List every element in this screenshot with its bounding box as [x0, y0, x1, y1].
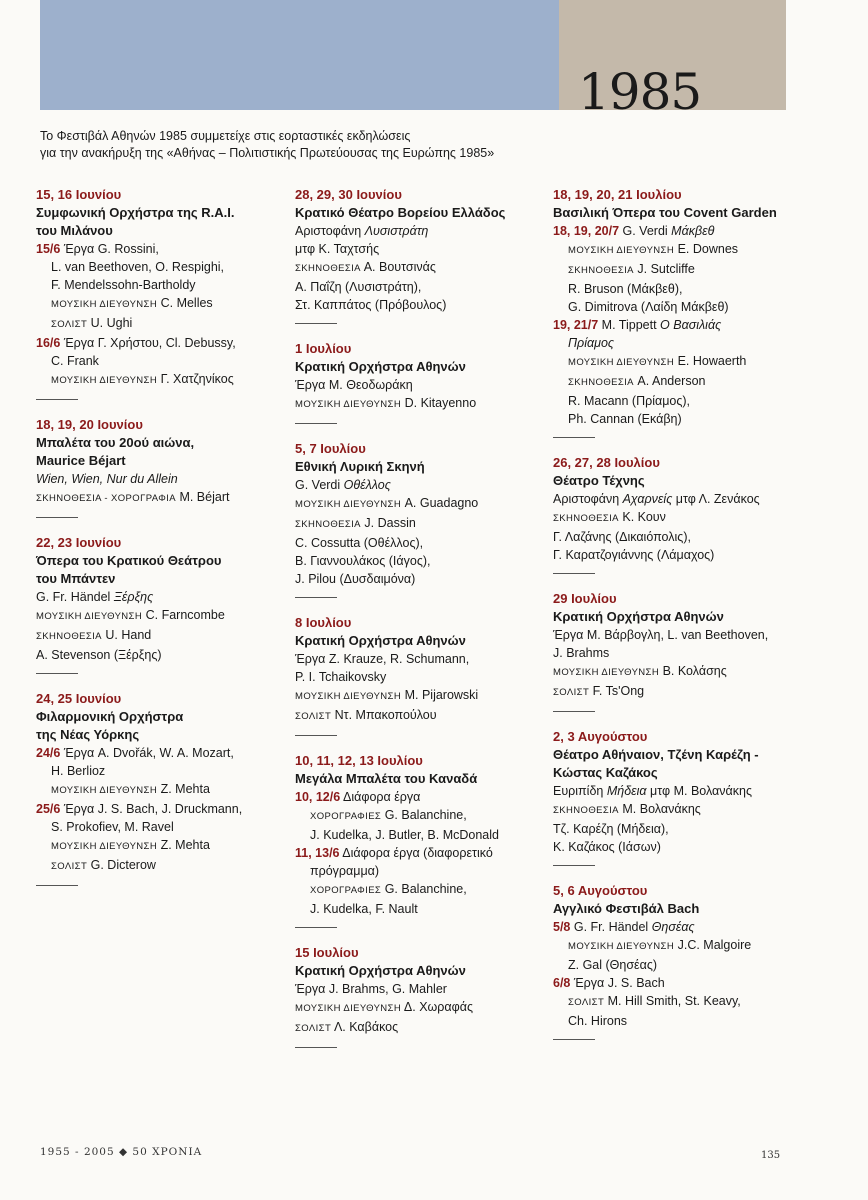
program-entry: [295, 944, 540, 1042]
entry-line: [36, 370, 276, 390]
entry-line: [553, 800, 798, 820]
entry-title: Κρατική Ορχήστρα Αθηνών: [295, 633, 466, 648]
role-label: ΣΟΛΙΣΤ: [553, 687, 590, 698]
entry-dates: 24, 25 Ιουνίου: [36, 691, 122, 706]
entry-text: C. Farncombe: [145, 608, 225, 622]
header-band-blue: [40, 0, 559, 110]
entry-line: [553, 352, 798, 372]
program-entry: [295, 440, 540, 592]
entry-text: F. Ts'Ong: [592, 684, 645, 698]
column-1: [36, 186, 276, 902]
entry-text: Έργα Μ. Θεοδωράκη: [295, 378, 413, 392]
entry-line: [36, 744, 276, 762]
performance-date: 15/6: [36, 242, 61, 256]
entry-line: [553, 508, 798, 528]
performance-date: 18, 19, 20/7: [553, 224, 620, 238]
program-entry: [295, 614, 540, 730]
entry-line: [553, 992, 798, 1012]
entry-line: [295, 826, 540, 844]
entry-title: Κρατική Ορχήστρα Αθηνών: [553, 609, 724, 624]
program-entry: [36, 416, 276, 512]
role-label: ΜΟΥΣΙΚΗ ΔΙΕΥΘΥΝΣΗ: [568, 357, 675, 368]
entry-text: Z. Gal (Θησέας): [568, 958, 658, 972]
role-label: ΜΟΥΣΙΚΗ ΔΙΕΥΘΥΝΣΗ: [568, 941, 675, 952]
entry-dates: 8 Ιουλίου: [295, 615, 352, 630]
entry-text: Πρίαμος: [568, 336, 615, 350]
entry-text: J. Kudelka, F. Nault: [310, 902, 418, 916]
entry-dates: 15, 16 Ιουνίου: [36, 187, 122, 202]
role-label: ΣΟΛΙΣΤ: [51, 319, 88, 330]
entry-text: J. Sutcliffe: [637, 262, 695, 276]
entry-title: της Νέας Υόρκης: [36, 727, 140, 742]
entry-text: L. van Beethoven, O. Respighi,: [51, 260, 225, 274]
entry-line: [553, 956, 798, 974]
entry-text: A. Stevenson (Ξέρξης): [36, 648, 162, 662]
entry-line: [553, 410, 798, 428]
entry-text: D. Kitayenno: [404, 396, 477, 410]
entry-line: [295, 788, 540, 806]
entry-line: [553, 280, 798, 298]
entry-line: [36, 240, 276, 258]
role-label: ΣΚΗΝΟΘΕΣΙΑ: [553, 513, 619, 524]
role-label: ΜΟΥΣΙΚΗ ΔΙΕΥΘΥΝΣΗ: [295, 691, 402, 702]
role-label: ΜΟΥΣΙΚΗ ΔΙΕΥΘΥΝΣΗ: [553, 667, 660, 678]
program-entry: [295, 186, 540, 318]
entry-line: [553, 392, 798, 410]
entry-text: Στ. Καππάτος (Πρόβουλος): [295, 298, 447, 312]
entry-text: Έργα G. Rossini,: [63, 242, 159, 256]
entry-text: Ch. Hirons: [568, 1014, 628, 1028]
entry-text: μτφ Λ. Ζενάκος: [675, 492, 760, 506]
entry-text: E. Howaerth: [677, 354, 747, 368]
entry-dates: 18, 19, 20 Ιουνίου: [36, 417, 143, 432]
entry-dates: 26, 27, 28 Ιουλίου: [553, 455, 660, 470]
program-entry: [295, 752, 540, 922]
entry-line: [553, 644, 798, 662]
program-entry: [553, 590, 798, 706]
performance-date: 24/6: [36, 746, 61, 760]
role-label: ΣΚΗΝΟΘΕΣΙΑ: [568, 265, 634, 276]
entry-title: Θέατρο Τέχνης: [553, 473, 645, 488]
entry-text: Ντ. Μπακοπούλου: [334, 708, 437, 722]
entry-text: Β. Κολάσης: [662, 664, 727, 678]
entry-line: [36, 488, 276, 508]
entry-text: J. Kudelka, J. Butler, B. McDonald: [310, 828, 499, 842]
performance-date: 25/6: [36, 802, 61, 816]
entry-line: [553, 820, 798, 838]
role-label: ΣΚΗΝΟΘΕΣΙΑ: [568, 377, 634, 388]
entry-text: Β. Γιαννουλάκος (Ιάγος),: [295, 554, 431, 568]
entry-line: [36, 606, 276, 626]
role-label: ΣΟΛΙΣΤ: [295, 711, 332, 722]
entry-title: Φιλαρμονική Ορχήστρα: [36, 709, 184, 724]
work-title: Μήδεια: [606, 784, 647, 798]
role-label: ΜΟΥΣΙΚΗ ΔΙΕΥΘΥΝΣΗ: [36, 611, 143, 622]
entry-line: [295, 706, 540, 726]
entry-text: G. Fr. Händel: [36, 590, 111, 604]
role-label: ΣΚΗΝΟΘΕΣΙΑ: [553, 805, 619, 816]
entry-title: Εθνική Λυρική Σκηνή: [295, 459, 425, 474]
entry-text: Έργα J. S. Bach, J. Druckmann,: [63, 802, 243, 816]
entry-title: Μπαλέτα του 20ού αιώνα,: [36, 435, 195, 450]
entry-line: [295, 278, 540, 296]
entry-dates: 18, 19, 20, 21 Ιουλίου: [553, 187, 682, 202]
entry-text: J. Pilou (Δυσδαιμόνα): [295, 572, 416, 586]
entry-text: Έργα Γ. Χρήστου, Cl. Debussy,: [63, 336, 236, 350]
entry-dates: 2, 3 Αυγούστου: [553, 729, 648, 744]
entry-title: Βασιλική Όπερα του Covent Garden: [553, 205, 777, 220]
entry-line: [295, 686, 540, 706]
entry-line: [295, 552, 540, 570]
entry-text: Wien, Wien, Nur du Allein: [36, 472, 178, 486]
role-label: ΣΚΗΝΟΘΕΣΙΑ - ΧΟΡΟΓΡΑΦΙΑ: [36, 493, 176, 504]
entry-title: Συμφωνική Ορχήστρα της R.A.I.: [36, 205, 235, 220]
entry-text: G. Verdi: [622, 224, 668, 238]
entry-text: J.C. Malgoire: [677, 938, 752, 952]
entry-text: Έργα J. S. Bach: [573, 976, 665, 990]
entry-text: Λ. Καβάκος: [333, 1020, 399, 1034]
role-label: ΜΟΥΣΙΚΗ ΔΙΕΥΘΥΝΣΗ: [295, 499, 402, 510]
entry-line: [295, 476, 540, 494]
work-title: Οθέλλος: [343, 478, 391, 492]
entry-line: [553, 240, 798, 260]
entry-text: G. Dicterow: [90, 858, 156, 872]
entry-line: [295, 534, 540, 552]
program-entry: [295, 340, 540, 418]
entry-text: Έργα J. Brahms, G. Mahler: [295, 982, 447, 996]
entry-line: [36, 258, 276, 276]
entry-text: G. Balanchine,: [384, 882, 467, 896]
work-title: Λυσιστράτη: [364, 224, 429, 238]
entry-line: [36, 800, 276, 818]
program-entry: [36, 534, 276, 668]
program-entry: [36, 186, 276, 394]
entry-line: [36, 314, 276, 334]
entry-dates: 5, 6 Αυγούστου: [553, 883, 648, 898]
role-label: ΣΚΗΝΟΘΕΣΙΑ: [36, 631, 102, 642]
entry-text: Ευριπίδη: [553, 784, 604, 798]
entry-line: [553, 260, 798, 280]
entry-text: Κ. Κουν: [622, 510, 666, 524]
entry-line: [295, 844, 540, 862]
entry-text: Γ. Λαζάνης (Δικαιόπολις),: [553, 530, 691, 544]
role-label: ΣΟΛΙΣΤ: [295, 1023, 332, 1034]
entry-text: G. Balanchine,: [384, 808, 467, 822]
program-entry: [36, 690, 276, 880]
entry-line: [295, 570, 540, 588]
entry-text: Διάφορα έργα (διαφορετικό: [342, 846, 493, 860]
entry-line: [295, 980, 540, 998]
entry-title: Αγγλικό Φεστιβάλ Bach: [553, 901, 700, 916]
entry-line: [295, 258, 540, 278]
entry-text: πρόγραμμα): [310, 864, 380, 878]
performance-date: 5/8: [553, 920, 571, 934]
entry-line: [36, 352, 276, 370]
entry-dates: 10, 11, 12, 13 Ιουλίου: [295, 753, 423, 768]
entry-line: [553, 222, 798, 240]
role-label: ΜΟΥΣΙΚΗ ΔΙΕΥΘΥΝΣΗ: [51, 785, 158, 796]
role-label: ΧΟΡΟΓΡΑΦΙΕΣ: [310, 811, 382, 822]
performance-date: 11, 13/6: [295, 846, 340, 860]
entry-line: [36, 294, 276, 314]
entry-line: [36, 646, 276, 664]
role-label: ΜΟΥΣΙΚΗ ΔΙΕΥΘΥΝΣΗ: [51, 375, 158, 386]
performance-date: 10, 12/6: [295, 790, 341, 804]
entry-title: Όπερα του Κρατικού Θεάτρου: [36, 553, 222, 568]
entry-line: [36, 470, 276, 488]
entry-line: [553, 298, 798, 316]
entry-line: [295, 998, 540, 1018]
column-2: [295, 186, 540, 1064]
role-label: ΜΟΥΣΙΚΗ ΔΙΕΥΘΥΝΣΗ: [568, 245, 675, 256]
entry-dates: 29 Ιουλίου: [553, 591, 617, 606]
work-title: Αχαρνείς: [622, 492, 673, 506]
entry-line: [295, 296, 540, 314]
entry-line: [553, 490, 798, 508]
entry-text: Αριστοφάνη: [295, 224, 362, 238]
performance-date: 16/6: [36, 336, 61, 350]
entry-text: Γ. Καρατζογιάννης (Λάμαχος): [553, 548, 715, 562]
entry-text: G. Dimitrova (Λαίδη Μάκβεθ): [568, 300, 729, 314]
entry-text: Τζ. Καρέζη (Μήδεια),: [553, 822, 669, 836]
column-3: [553, 186, 798, 1056]
entry-text: Κ. Καζάκος (Ιάσων): [553, 840, 661, 854]
performance-date: 19, 21/7: [553, 318, 599, 332]
intro-line: για την ανακήρυξη της «Αθήνας – Πολιτιστικής Πρωτεύουσας της Ευρώπης 1985»: [40, 146, 495, 160]
entry-line: [553, 974, 798, 992]
entry-text: Α. Βουτσινάς: [363, 260, 436, 274]
entry-line: [295, 650, 540, 668]
entry-line: [295, 376, 540, 394]
footer-anniversary: 1955 - 2005 ◆ 50 ΧΡΟΝΙΑ: [40, 1146, 203, 1158]
entry-line: [295, 222, 540, 240]
entry-text: Γ. Χατζηνίκος: [160, 372, 234, 386]
entry-text: A. Guadagno: [404, 496, 479, 510]
entry-title: Θέατρο Αθήναιον, Τζένη Καρέζη -: [553, 747, 759, 762]
page-number: 135: [761, 1150, 781, 1161]
entry-text: Z. Mehta: [160, 782, 210, 796]
entry-text: Δ. Χωραφάς: [403, 1000, 473, 1014]
role-label: ΣΚΗΝΟΘΕΣΙΑ: [295, 519, 361, 530]
entry-line: [295, 862, 540, 880]
entry-text: E. Downes: [677, 242, 739, 256]
role-label: ΣΚΗΝΟΘΕΣΙΑ: [295, 263, 361, 274]
entry-line: [36, 818, 276, 836]
entry-line: [553, 1012, 798, 1030]
entry-text: J. Brahms: [553, 646, 610, 660]
program-entry: [553, 882, 798, 1034]
entry-line: [36, 762, 276, 780]
page-year-heading: 1985: [578, 63, 702, 121]
entry-line: [553, 334, 798, 352]
entry-line: [295, 494, 540, 514]
entry-text: M. Hill Smith, St. Keavy,: [607, 994, 741, 1008]
entry-text: G. Verdi: [295, 478, 341, 492]
entry-line: [36, 334, 276, 352]
entry-line: [553, 372, 798, 392]
entry-text: U. Hand: [105, 628, 152, 642]
entry-dates: 28, 29, 30 Ιουνίου: [295, 187, 402, 202]
entry-line: [553, 546, 798, 564]
entry-title: Κρατική Ορχήστρα Αθηνών: [295, 963, 466, 978]
entry-line: [36, 588, 276, 606]
entry-title: Μεγάλα Μπαλέτα του Καναδά: [295, 771, 478, 786]
entry-line: [553, 838, 798, 856]
entry-text: R. Bruson (Μάκβεθ),: [568, 282, 683, 296]
entry-title: Κρατικό Θέατρο Βορείου Ελλάδος: [295, 205, 506, 220]
entry-text: C. Frank: [51, 354, 99, 368]
entry-title: Κρατική Ορχήστρα Αθηνών: [295, 359, 466, 374]
entry-text: Έργα Μ. Βάρβογλη, L. van Beethoven,: [553, 628, 769, 642]
entry-text: Έργα A. Dvořák, W. A. Mozart,: [63, 746, 234, 760]
entry-line: [295, 880, 540, 900]
entry-text: U. Ughi: [90, 316, 133, 330]
entry-text: A. Anderson: [637, 374, 706, 388]
entry-line: [553, 528, 798, 546]
role-label: ΜΟΥΣΙΚΗ ΔΙΕΥΘΥΝΣΗ: [295, 399, 402, 410]
entry-line: [553, 316, 798, 334]
entry-title: Maurice Béjart: [36, 453, 126, 468]
entry-text: S. Prokofiev, M. Ravel: [51, 820, 174, 834]
entry-line: [553, 626, 798, 644]
entry-line: [295, 514, 540, 534]
entry-line: [295, 240, 540, 258]
entry-dates: 15 Ιουλίου: [295, 945, 359, 960]
role-label: ΜΟΥΣΙΚΗ ΔΙΕΥΘΥΝΣΗ: [295, 1003, 402, 1014]
entry-text: C. Melles: [160, 296, 213, 310]
work-title: Θησέας: [651, 920, 695, 934]
entry-line: [295, 668, 540, 686]
program-entry: [553, 186, 798, 432]
entry-title: του Μιλάνου: [36, 223, 113, 238]
entry-text: μτφ Κ. Ταχτσής: [295, 242, 380, 256]
program-entry: [553, 454, 798, 568]
entry-line: [295, 806, 540, 826]
role-label: ΧΟΡΟΓΡΑΦΙΕΣ: [310, 885, 382, 896]
entry-line: [36, 626, 276, 646]
intro-text: [40, 128, 560, 162]
role-label: ΜΟΥΣΙΚΗ ΔΙΕΥΘΥΝΣΗ: [51, 841, 158, 852]
entry-text: μτφ Μ. Βολανάκης: [650, 784, 752, 798]
entry-text: G. Fr. Händel: [573, 920, 649, 934]
entry-text: Ph. Cannan (Εκάβη): [568, 412, 682, 426]
entry-line: [553, 918, 798, 936]
entry-text: Αριστοφάνη: [553, 492, 620, 506]
entry-text: M. Béjart: [179, 490, 230, 504]
intro-line: Το Φεστιβάλ Αθηνών 1985 συμμετείχε στις εορταστικές εκδηλώσεις: [40, 129, 411, 143]
entry-text: C. Cossutta (Οθέλλος),: [295, 536, 424, 550]
entry-text: F. Mendelssohn-Bartholdy: [51, 278, 196, 292]
entry-line: [553, 662, 798, 682]
program-entry: [553, 728, 798, 860]
entry-text: M. Tippett: [601, 318, 657, 332]
entry-line: [36, 836, 276, 856]
entry-text: Z. Mehta: [160, 838, 210, 852]
entry-dates: 22, 23 Ιουνίου: [36, 535, 122, 550]
entry-dates: 5, 7 Ιουλίου: [295, 441, 366, 456]
entry-text: R. Macann (Πρίαμος),: [568, 394, 691, 408]
entry-text: Έργα Z. Krauze, R. Schumann,: [295, 652, 470, 666]
entry-text: M. Pijarowski: [404, 688, 479, 702]
entry-text: J. Dassin: [364, 516, 416, 530]
entry-title: του Μπάντεν: [36, 571, 116, 586]
work-title: Ξέρξης: [113, 590, 154, 604]
role-label: ΣΟΛΙΣΤ: [568, 997, 605, 1008]
entry-text: H. Berlioz: [51, 764, 106, 778]
role-label: ΣΟΛΙΣΤ: [51, 861, 88, 872]
entry-text: Α. Παΐζη (Λυσιστράτη),: [295, 280, 422, 294]
entry-line: [295, 394, 540, 414]
entry-text: P. I. Tchaikovsky: [295, 670, 387, 684]
entry-dates: 1 Ιουλίου: [295, 341, 352, 356]
entry-line: [553, 782, 798, 800]
entry-line: [553, 936, 798, 956]
entry-line: [36, 780, 276, 800]
entry-text: Διάφορα έργα: [342, 790, 421, 804]
work-title: Ο Βασιλιάς: [660, 318, 722, 332]
entry-line: [36, 276, 276, 294]
entry-text: Μ. Βολανάκης: [622, 802, 701, 816]
entry-line: [295, 900, 540, 918]
role-label: ΜΟΥΣΙΚΗ ΔΙΕΥΘΥΝΣΗ: [51, 299, 158, 310]
entry-line: [553, 682, 798, 702]
entry-title: Κώστας Καζάκος: [553, 765, 658, 780]
entry-line: [295, 1018, 540, 1038]
work-title: Μάκβεθ: [671, 224, 715, 238]
performance-date: 6/8: [553, 976, 571, 990]
entry-line: [36, 856, 276, 876]
